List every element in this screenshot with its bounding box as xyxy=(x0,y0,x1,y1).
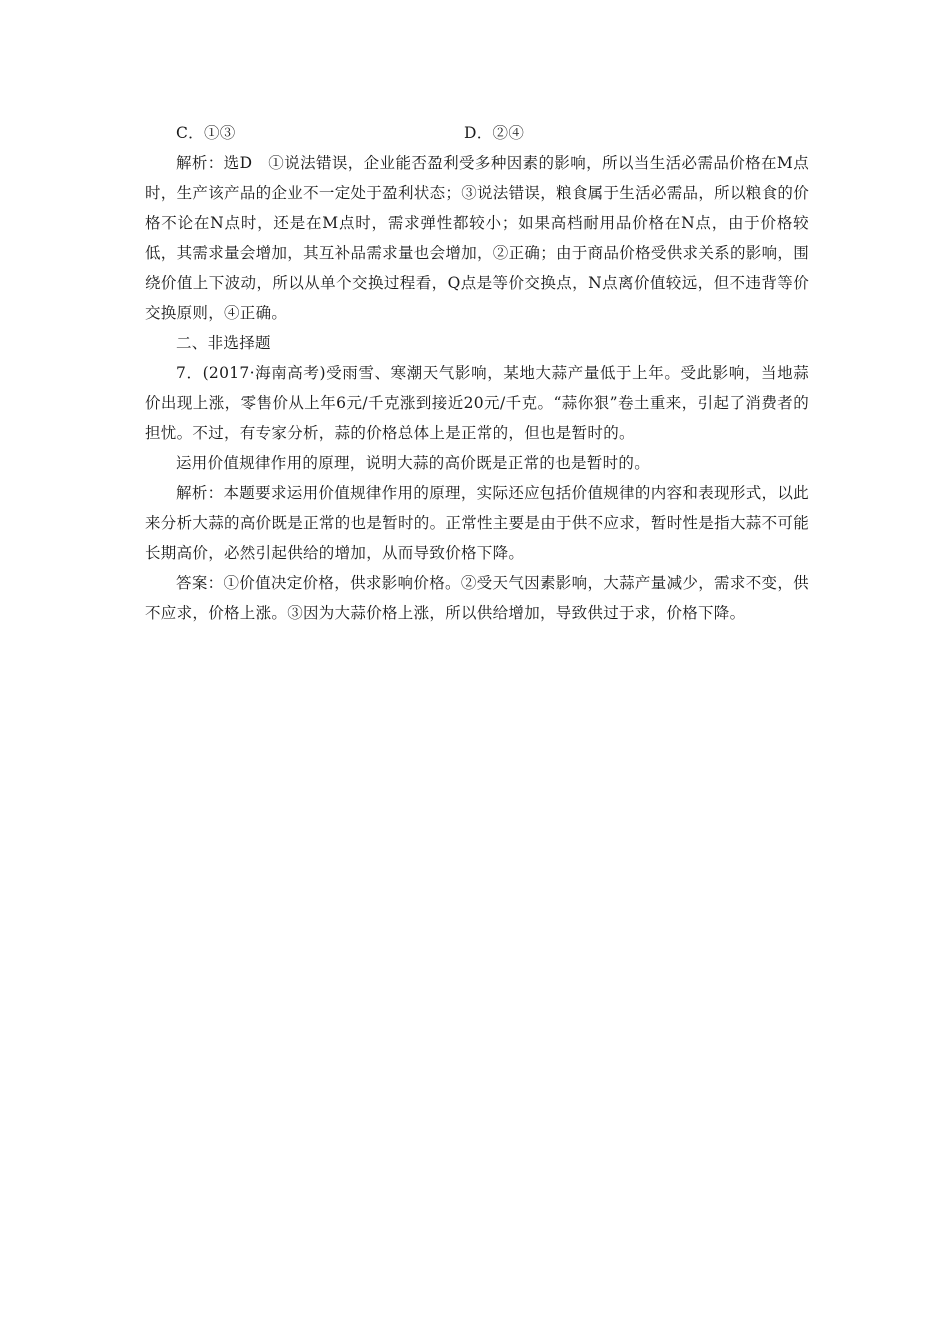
question-7-task: 运用价值规律作用的原理，说明大蒜的高价既是正常的也是暂时的。 xyxy=(176,454,651,472)
section-heading: 二、非选择题 xyxy=(176,334,271,352)
analysis-paragraph-q6: 解析：选D ①说法错误，企业能否盈利受多种因素的影响，所以当生活必需品价格在M点时，生产该产品的企业不一定处于盈利状态；③说法错误，粮食属于生活必需品，所以粮食的价格不论在N点时，还是在M点时，需求弹性都较小；如果高档耐用品价格在N点，由于价格较低，其需求量会增加，其互补品需求量也会增加，②正确；由于商品价格受供求关系的影响，围绕价值上下波动，所以从单个交换过程看，Q点是等价交换点，N点离价值较远，但不违背等价交换原则，④正确。 xyxy=(145,154,809,322)
document-page xyxy=(145,118,809,628)
answer-paragraph-q7: 答案：①价值决定价格，供求影响价格。②受天气因素影响，大蒜产量减少，需求不变，供不应求，价格上涨。③因为大蒜价格上涨，所以供给增加，导致供过于求，价格下降。 xyxy=(145,574,809,622)
option-c: C．①③ xyxy=(176,124,236,142)
question-7-stem: 7．(2017·海南高考)受雨雪、寒潮天气影响，某地大蒜产量低于上年。受此影响，当地蒜价出现上涨，零售价从上年6元/千克涨到接近20元/千克。“蒜你狠”卷土重来，引起了消费者的担忧。不过，有专家分析，蒜的价格总体上是正常的，但也是暂时的。 xyxy=(145,364,809,442)
answer-options xyxy=(145,118,809,148)
analysis-paragraph-q7: 解析：本题要求运用价值规律作用的原理，实际还应包括价值规律的内容和表现形式，以此来分析大蒜的高价既是正常的也是暂时的。正常性主要是由于供不应求，暂时性是指大蒜不可能长期高价，必然引起供给的增加，从而导致价格下降。 xyxy=(145,484,809,562)
option-d: D．②④ xyxy=(464,124,525,142)
